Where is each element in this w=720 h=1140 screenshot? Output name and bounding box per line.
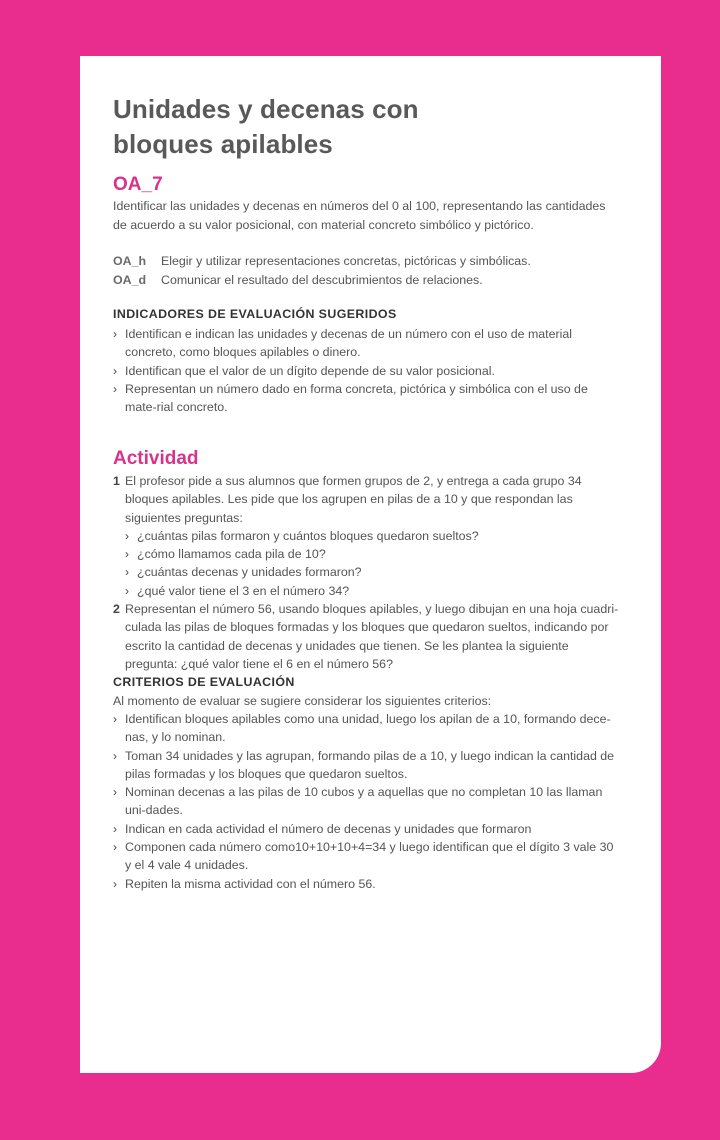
criterion-text: Repiten la misma actividad con el número 56.: [125, 876, 376, 891]
skill-text: Comunicar el resultado del descubrimientos de relaciones.: [161, 272, 483, 287]
criteria-list: [113, 710, 621, 893]
list-item: [113, 325, 621, 362]
list-item: [113, 783, 621, 820]
list-item: [113, 582, 621, 600]
activity-number: 2: [113, 602, 120, 617]
skill-row: [113, 252, 621, 271]
chevron-right-icon: ›: [125, 583, 129, 598]
list-item: [113, 527, 621, 545]
criterion-text: Componen cada número como10+10+10+4=34 y luego identifican que el dígito 3 vale 30 y el 4 vale 4 unidades.: [125, 840, 614, 873]
criterion-text: Indican en cada actividad el número de decenas y unidades que formaron: [125, 821, 532, 836]
list-item: [113, 747, 621, 784]
objective-description: Identificar las unidades y decenas en números del 0 al 100, representando las cantidades de acuerdo a su valor posicional, con material concreto simbólico y pictórico.: [113, 199, 606, 232]
question-text: ¿cuántas decenas y unidades formaron?: [137, 565, 362, 580]
list-item: [113, 545, 621, 563]
activity-list: [113, 472, 621, 673]
activity-heading: Actividad: [113, 448, 199, 469]
chevron-right-icon: ›: [125, 547, 129, 562]
skills-list: [113, 252, 621, 289]
activity-text: Representan el número 56, usando bloques apilables, y luego dibujan en una hoja cuadri-culada las pilas de bloques formadas y los bloques que quedaron sueltos, indicando por escrito la cantidad de decenas y unidades que tienen. Se les plantea la siguiente pregunta: ¿qué valor tiene el 6 en el número 56?: [125, 602, 619, 671]
page-title: [113, 92, 419, 162]
skill-row: [113, 271, 621, 290]
criteria-intro: Al momento de evaluar se sugiere considerar los siguientes criterios:: [113, 694, 492, 708]
question-text: ¿qué valor tiene el 3 en el número 34?: [137, 583, 350, 598]
objective-code: OA_7: [113, 174, 163, 195]
list-item: [113, 838, 621, 875]
activity-item: [113, 600, 621, 673]
list-item: [113, 362, 621, 380]
indicators-heading: INDICADORES DE EVALUACIÓN SUGERIDOS: [113, 307, 397, 321]
chevron-right-icon: ›: [125, 528, 129, 543]
list-item: [113, 875, 621, 893]
criterion-text: Toman 34 unidades y las agrupan, formando pilas de a 10, y luego indican la cantidad de pilas formadas y los bloques que quedaron sueltos.: [125, 748, 615, 781]
list-item: [113, 563, 621, 581]
chevron-right-icon: ›: [113, 840, 117, 855]
indicator-text: Representan un número dado en forma concreta, pictórica y simbólica con el uso de mate-rial concreto.: [125, 381, 588, 415]
chevron-right-icon: ›: [113, 785, 117, 800]
chevron-right-icon: ›: [113, 381, 117, 396]
activity-text: El profesor pide a sus alumnos que formen grupos de 2, y entrega a cada grupo 34 bloques apilables. Les pide que los agrupen en pilas de a 10 y que respondan las siguientes preguntas:: [125, 474, 582, 525]
list-item: [113, 710, 621, 747]
skill-text: Elegir y utilizar representaciones concretas, pictóricas y simbólicas.: [161, 254, 531, 268]
chevron-right-icon: ›: [113, 876, 117, 891]
chevron-right-icon: ›: [125, 565, 129, 580]
question-text: ¿cómo llamamos cada pila de 10?: [137, 547, 326, 562]
skill-code: OA_h: [113, 254, 147, 268]
indicator-text: Identifican que el valor de un dígito depende de su valor posicional.: [125, 363, 495, 378]
activity-item: [113, 472, 621, 527]
list-item: [113, 820, 621, 838]
activity-questions: [113, 527, 621, 600]
title-line-2: bloques apilables: [113, 129, 333, 159]
criterion-text: Identifican bloques apilables como una unidad, luego los apilan de a 10, formando dece-nas, y lo nominan.: [125, 712, 611, 745]
document-page: [80, 56, 661, 1073]
chevron-right-icon: ›: [113, 327, 117, 341]
activity-number: 1: [113, 474, 120, 488]
chevron-right-icon: ›: [113, 363, 117, 378]
question-text: ¿cuántas pilas formaron y cuántos bloques quedaron sueltos?: [137, 528, 479, 543]
chevron-right-icon: ›: [113, 712, 117, 726]
list-item: [113, 380, 621, 417]
indicator-text: Identifican e indican las unidades y decenas de un número con el uso de material concreto, como bloques apilables o dinero.: [125, 327, 573, 360]
chevron-right-icon: ›: [113, 748, 117, 763]
chevron-right-icon: ›: [113, 821, 117, 836]
title-line-1: Unidades y decenas con: [113, 94, 419, 124]
indicators-list: [113, 325, 621, 416]
criterion-text: Nominan decenas a las pilas de 10 cubos y a aquellas que no completan 10 las llaman uni-dades.: [125, 785, 603, 818]
criteria-heading: CRITERIOS DE EVALUACIÓN: [113, 675, 295, 689]
skill-code: OA_d: [113, 272, 147, 287]
